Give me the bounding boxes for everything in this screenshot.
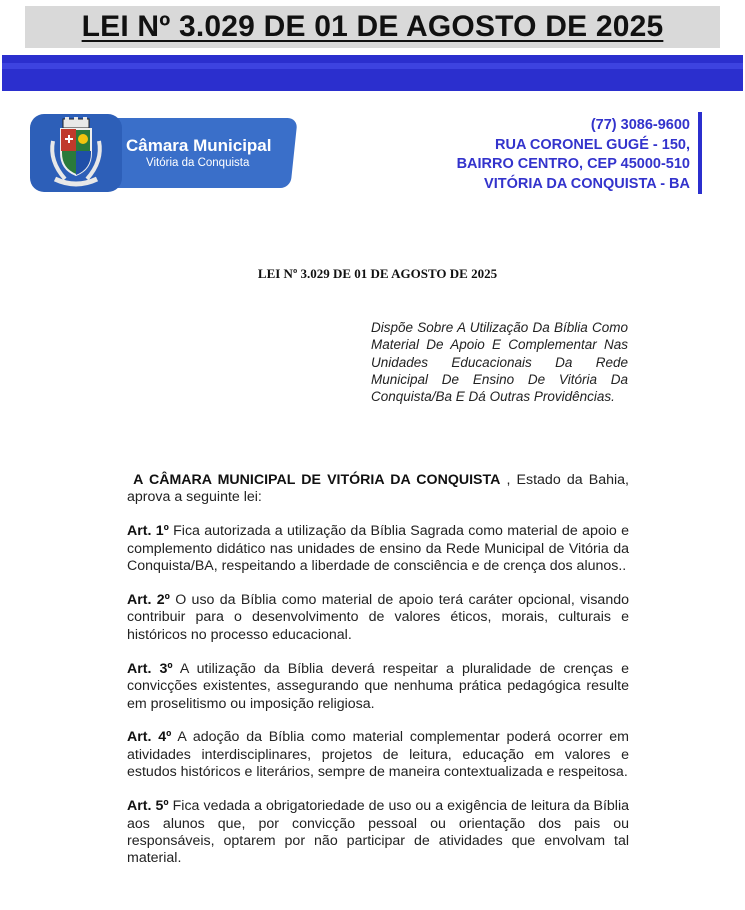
preamble-text: , Estado da Bahia, aprova a seguinte lei: bbox=[127, 472, 629, 506]
contact-vertical-rule bbox=[698, 112, 702, 194]
article-text: A utilização da Bíblia deverá respeitar a pluralidade de crenças e convicções existentes, assegurando que nenhuma prática pedagógica resulte em proselitismo ou imposição religiosa. bbox=[127, 660, 629, 712]
article-label: Art. 1º bbox=[127, 523, 169, 540]
logo-city: Vitória da Conquista bbox=[146, 157, 250, 169]
article-5 bbox=[127, 798, 629, 868]
article-text: Fica vedada a obrigatoriedade de uso ou a exigência de leitura da Bíblia aos alunos que, por convicção pessoal ou orientação dos pais ou responsáveis, optarem por não participar de atividades que envolvam tal material. bbox=[127, 798, 629, 867]
article-text: Fica autorizada a utilização da Bíblia Sagrada como material de apoio e complemento didático nas unidades de ensino da Rede Municipal de Vitória da Conquista/BA, respeitando a liberdade de consciência e de crença dos alunos.. bbox=[127, 523, 629, 575]
document-title: LEI Nº 3.029 DE 01 DE AGOSTO DE 2025 bbox=[257, 266, 498, 281]
logo-name: Câmara Municipal bbox=[126, 136, 272, 155]
document-ementa: Dispõe Sobre A Utilização Da Bíblia Como Material De Apoio E Complementar Nas Unidades Educacionais Da Rede Municipal De Ensino De Vitória Da Conquista/Ba E Dá Outras Providências. bbox=[371, 320, 628, 405]
preamble-chamber-name: A CÂMARA MUNICIPAL DE VITÓRIA DA CONQUISTA bbox=[133, 472, 501, 488]
contact-address-line-1: RUA CORONEL GUGÉ - 150, bbox=[495, 136, 690, 153]
contact-address-line-2: BAIRRO CENTRO, CEP 45000-510 bbox=[456, 156, 690, 172]
chamber-logo bbox=[30, 114, 294, 192]
article-3 bbox=[127, 661, 629, 713]
blue-divider-bar bbox=[2, 55, 743, 91]
banner-title: LEI Nº 3.029 DE 01 DE AGOSTO DE 2025 bbox=[81, 10, 664, 43]
article-label: Art. 4º bbox=[127, 729, 172, 746]
contact-phone: (77) 3086-9600 bbox=[590, 117, 690, 133]
coat-of-arms-icon bbox=[30, 114, 122, 192]
header-banner bbox=[25, 6, 720, 48]
article-2 bbox=[127, 592, 629, 644]
article-4 bbox=[127, 729, 629, 781]
contact-block bbox=[457, 116, 690, 194]
article-label: Art. 3º bbox=[127, 660, 173, 677]
article-label: Art. 2º bbox=[127, 592, 170, 609]
article-1 bbox=[127, 523, 629, 575]
document-body bbox=[127, 472, 629, 884]
article-text: O uso da Bíblia como material de apoio terá caráter opcional, visando contribuir para o desenvolvimento de valores éticos, morais, culturais e históricos no processo educacional. bbox=[127, 592, 629, 643]
article-text: A adoção da Bíblia como material complementar poderá ocorrer em atividades interdisciplinares, projetos de leitura, educação em valores e estudos históricos e literários, sempre de maneira contextualizada e respeitosa. bbox=[127, 729, 629, 781]
preamble bbox=[127, 472, 629, 507]
article-label: Art. 5º bbox=[127, 798, 169, 815]
contact-address-line-3: VITÓRIA DA CONQUISTA - BA bbox=[484, 175, 690, 192]
